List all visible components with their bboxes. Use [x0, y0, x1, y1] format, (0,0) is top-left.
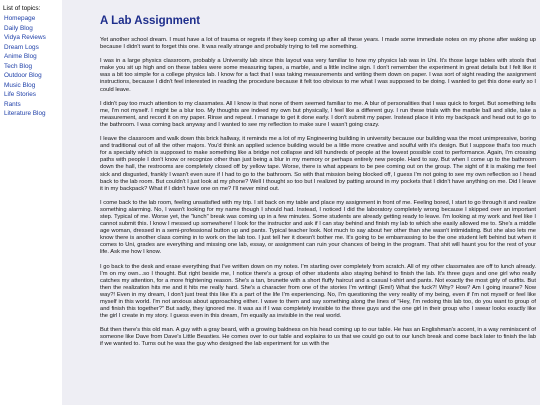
topic-list-item — [4, 91, 62, 99]
topic-list-item — [4, 63, 62, 71]
article-paragraph: I didn't pay too much attention to my classmates. All I know is that none of them seemed familiar to me. A blur of personalities that I was quick to forget. But something tells me, I'm not myself. I might be a blur too. My thoughts are indeed my own but physically, I feel like a different guy. I run these trials with the marble ball and slide, take a measurement, and record it on my paper. Rinse and repeat. I manage to get it done early. I don't submit my paper. Instead place it into my backpack and head out to go to the bathroom. I was coming back anyway and I wanted to see my reflection to make sure I wasn't going crazy. — [100, 100, 536, 128]
sidebar-link-life-stories[interactable]: Life Stories — [4, 91, 36, 98]
topic-list-item — [4, 72, 62, 80]
article-paragraph: I leave the classroom and walk down this brick hallway, it reminds me a lot of my Engineering building in university because our building was the most unimpressive, boring and traditional out of all the other majors. You'd think an applied science building would be a little more creative and soulful with it's design. But I suppose that's too much for a specialty which is supposed to make something like a bridge not collapse and kill hundreds of people at the lowest possible cost to performance. Again, I'm crossing paths with people I don't know or recognize other than just being a blur in my memory or perhaps entirely new people. Hard to say. But when I come up to the bathroom down the hall, the restrooms are completely closed off by yellow tape. Worse, there is what appears to be pee coming out on the group. The sight of it is making me feel sick and disgusted, frankly I wasn't even sure if I had to go to the bathroom. So with that mission being blocked off, I guess I'm not going to see my own reflection so I head back to the lab room. But couldn't I just look at my phone? Well I thought so too but I realized by patting around in my pockets that I didn't have anything on me. Did I leave it in my backpack? What if I didn't have one on me? I'll never mind out. — [100, 136, 536, 192]
topic-list — [0, 15, 62, 118]
sidebar-link-tech-blog[interactable]: Tech Blog — [4, 62, 33, 70]
topic-list-item — [4, 101, 62, 109]
sidebar — [0, 0, 62, 405]
topic-list-item — [4, 110, 62, 118]
sidebar-link-homepage[interactable]: Homepage — [4, 15, 36, 22]
article-paragraph: But then there's this old man. A guy with a gray beard, with a growing baldness on his head coming up to our table. He has an Englishman's accent, in a way reminiscent of someone like Dave from Dave's Little Beasties. He comes over to our table and explains to us that we could go out to our lunch break and come back later to finish the lab if we wanted to. Turns out he was the guy who designed the lab experiment for us with the — [100, 327, 536, 348]
article-paragraph: I was in a large physics classroom, probably a University lab since this layout was very familiar to how my physics lab was in Uni. It's those large tables with stools that make you sit up high and on these tables were some measuring tapes, a marble, and a little incline sign. I don't remember the experiment in great details but I felt like it was a bit too simple for a college physics lab. I know for a fact that I was taking measurements and writing them down on paper. I was sort of sight reading the assignment instructions, because I didn't feel interested in reading the procedure because it felt too obvious to me what I was supposed to be doing. I wanted to get this done early so I could leave. — [100, 58, 536, 93]
sidebar-link-dream-logs[interactable]: Dream Logs — [4, 43, 39, 51]
article-paragraph: I go back to the desk and erase everything that I've written down on my notes. I'm starting over completely from scratch. All of my other classmates are off to lunch already. I'm on my own...so I thought. But right beside me, I notice there's a group of other students also staying behind to finish the lab. It's three guys and one girl who really catches my attention, for a more frightening reason. She's a tan, brunette with a short fluffy haircut and a casual t-shirt and pants. Not exactly the most girly of outfits. But then the realization hits me and it hits me really hard. She's a character from one of the stories I'm writing! (Emi!) What the fuck?! Why? How? Am I going insane? Now way?! Even in my dream, I don't just treat this like it's a part of the life I'm experiencing. No, I'm questioning the very reality of my being, even if I'm not myself or feel like myself in this world. I'm not anxious about approaching either. I wave to them and say something along the lines of "Hey, I'm redoing this lab too, do you want to group of and finish this together?" But sadly, they ignored me. It was as if I was completely invisible to the three guys and the one girl in their group who I swear looks exactly like the girl I create in my story. I guess even in this dream, I'm equally as invisible in the real world. — [100, 263, 536, 320]
sidebar-link-vidya-reviews[interactable]: Vidya Reviews — [4, 34, 46, 41]
sidebar-link-daily-blog[interactable]: Daily Blog — [4, 24, 33, 32]
article — [100, 0, 536, 405]
sidebar-link-music-blog[interactable]: Music Blog — [4, 81, 36, 89]
topic-list-item — [4, 82, 62, 90]
sidebar-link-anime-blog[interactable]: Anime Blog — [4, 53, 37, 60]
sidebar-link-rants[interactable]: Rants — [4, 100, 21, 108]
topic-list-item — [4, 44, 62, 52]
topic-list-item — [4, 34, 62, 42]
article-paragraph: I come back to the lab room, feeling unsatisfied with my trip. I sit back on my table and place my assignment in front of me. Feeling bored, I start to go through it and realize something alarming. No, I wasn't looking for my name though I should had. Instead, I noticed I did the laboratory completely wrong because I skipped over an important step. Typical of me. Worse yet, the "lunch" break was coming up in a few minutes. Some students are already getting ready to leave. I'm looking at my work and feel like I cannot submit this. I know I messed up somewhere! I look for the instructor and ask if I can stay behind and finish my lab to which she easily allowed me to. She's a middle age woman, dressed in a semi-professional button up and pants. Typical teacher look. Not much to say about her other than she wasn't intimidating. But she also lets me know there is another class coming in to work on the lab too. I just tell her it doesn't bother me. It's going to be embarrassing to be the one student left behind but when it comes to Uni, grades are everything and missing one lab, essay, or assignment can ruin your chances of being in the program. That shit will haunt you for the rest of your life. Ask me how I know. — [100, 199, 536, 256]
topic-list-item — [4, 53, 62, 61]
article-paragraph: Yet another school dream. I must have a lot of trauma or regrets if they keep coming up after all these years. I made some immediate notes on my phone after waking up because I didn't want to forget this one. It was really strange and probably trying to tell me something. — [100, 37, 536, 51]
topic-list-item — [4, 15, 62, 23]
page-title: A Lab Assignment — [100, 15, 201, 27]
topic-list-item — [4, 25, 62, 33]
sidebar-heading: List of topics: — [3, 5, 41, 12]
sidebar-link-outdoor-blog[interactable]: Outdoor Blog — [4, 72, 42, 79]
sidebar-link-literature-blog[interactable]: Literature Blog — [4, 110, 46, 117]
